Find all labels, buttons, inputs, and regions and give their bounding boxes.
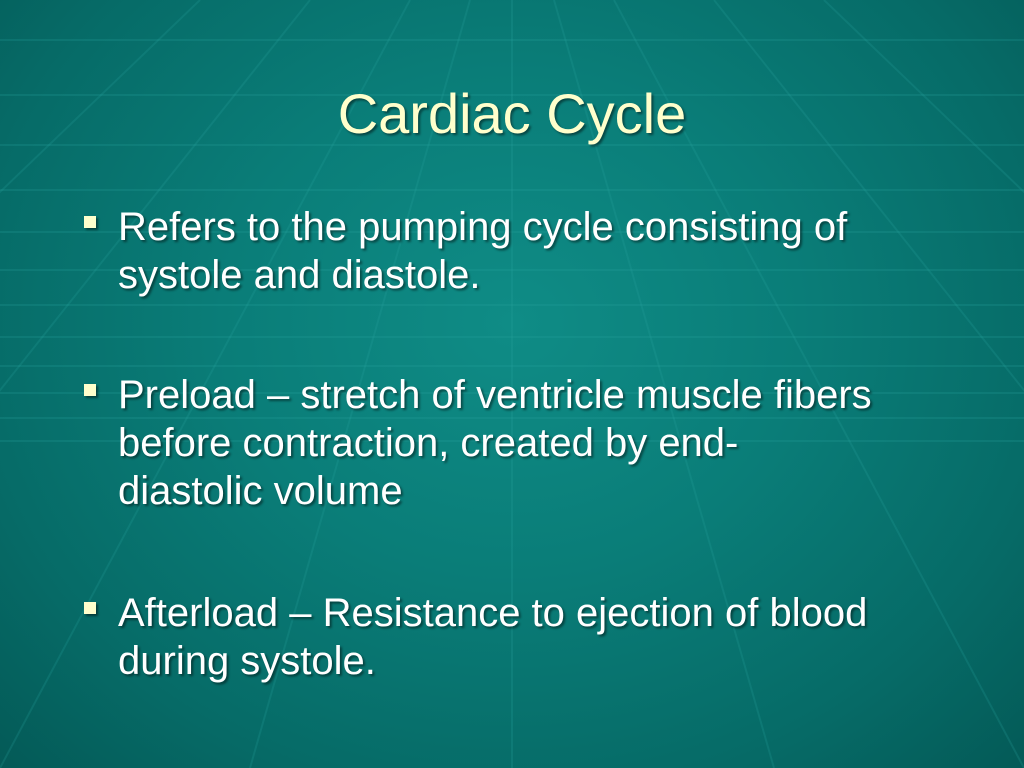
bullet-text — [118, 371, 998, 515]
bullet-line: Afterload – Resistance to ejection of blood — [118, 591, 868, 635]
square-bullet-icon — [84, 384, 96, 396]
bullet-line: Preload – stretch of ventricle muscle fibers — [118, 373, 872, 417]
bullet-line: Refers to the pumping cycle consisting of — [118, 205, 848, 249]
bullet-line: during systole. — [118, 639, 376, 683]
bullet-line: systole and diastole. — [118, 253, 481, 297]
bullet-text — [118, 203, 998, 299]
bullet-line: diastolic volume — [118, 469, 403, 513]
slide-title: Cardiac Cycle — [337, 82, 687, 145]
square-bullet-icon — [84, 602, 96, 614]
bullet-line: before contraction, created by end- — [118, 421, 739, 465]
bullet-text — [118, 589, 998, 685]
square-bullet-icon — [84, 216, 96, 228]
